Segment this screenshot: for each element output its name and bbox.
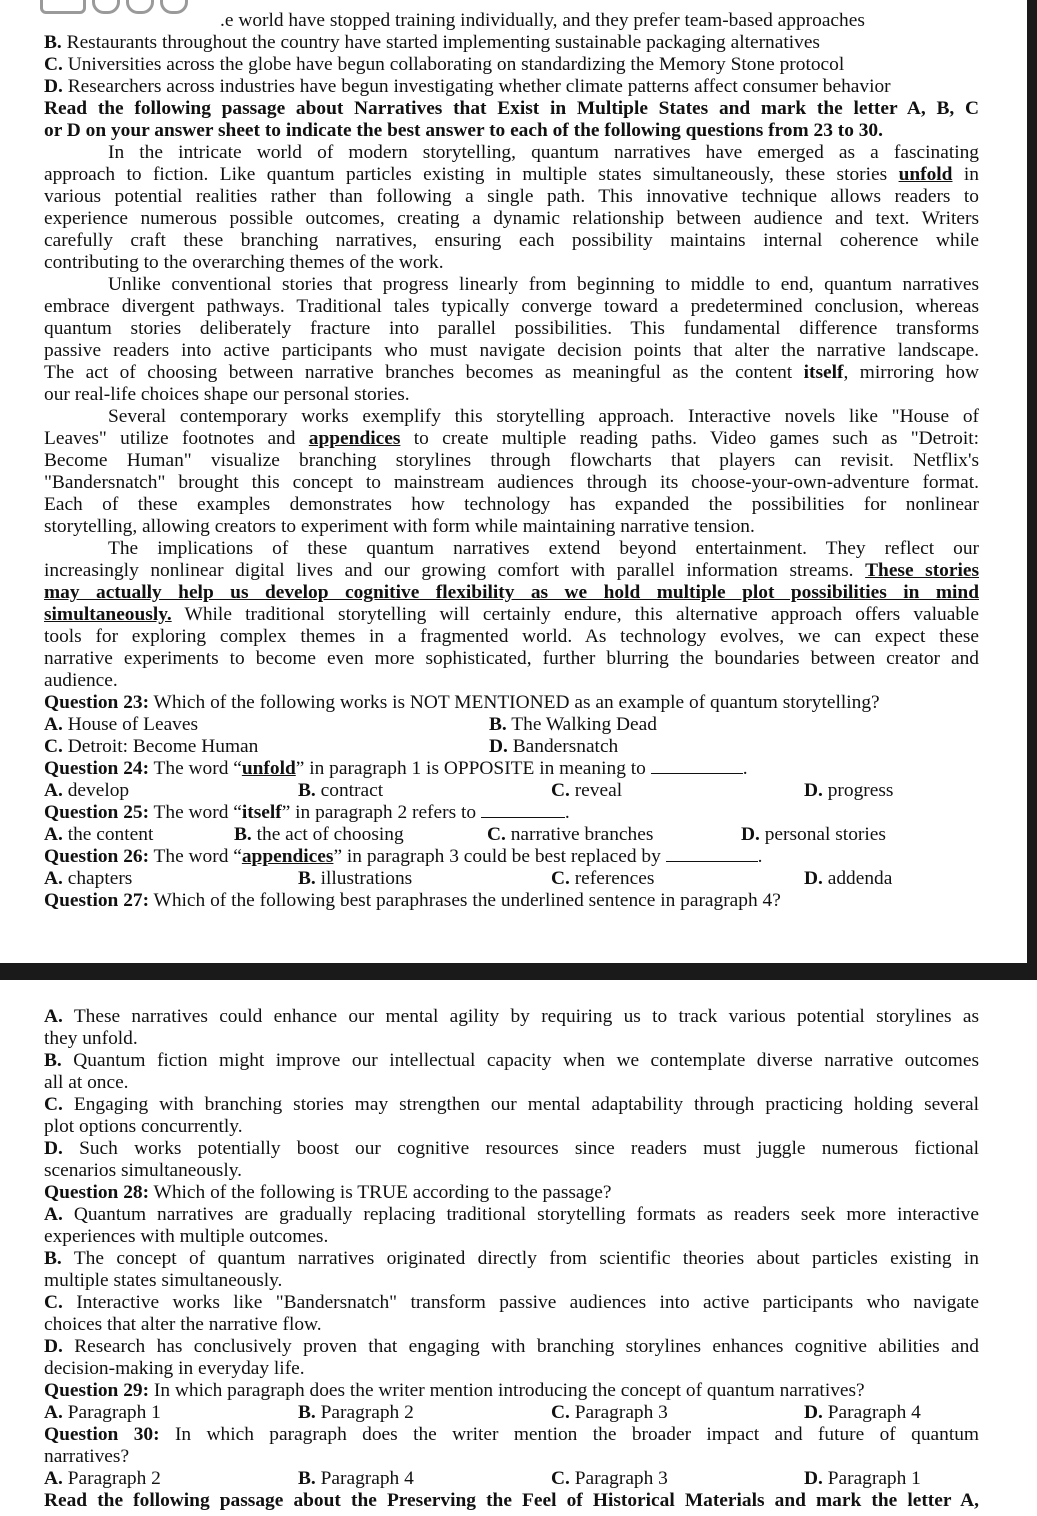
option-c[interactable]: C. Interactive works like "Bandersnatch" transform passive audiences into active participants who navigate xyxy=(44,1292,979,1313)
instruction-line: Read the following passage about the Preserving the Feel of Historical Materials and mark the letter A, xyxy=(44,1490,979,1511)
option-d[interactable]: D. addenda xyxy=(804,868,893,889)
option-a[interactable]: A. House of Leaves xyxy=(44,714,199,735)
prev-option-c: C. Universities across the globe have begun collaborating on standardizing the Memory Stone protocol xyxy=(44,54,845,75)
question-29: Question 29: In which paragraph does the writer mention introducing the concept of quantum narratives? xyxy=(44,1380,865,1401)
question-25: Question 25: The word “itself” in paragraph 2 refers to . xyxy=(44,802,570,823)
option-d[interactable]: D. personal stories xyxy=(741,824,886,845)
keyword-appendices: appendices xyxy=(308,428,401,449)
passage-line: The act of choosing between narrative branches becomes as meaningful as the content itself, mirroring how xyxy=(44,362,979,383)
passage-line: increasingly nonlinear digital lives and our growing comfort with parallel information streams. These stories xyxy=(44,560,980,581)
option-b[interactable]: B. contract xyxy=(298,780,384,801)
option-b[interactable]: B. Paragraph 4 xyxy=(298,1468,414,1489)
option-b[interactable]: B. The concept of quantum narratives originated directly from scientific theories about particles existing in xyxy=(44,1248,980,1269)
passage-line: Leaves" utilize footnotes and appendices to create multiple reading paths. Video games such as "Detroit: xyxy=(44,428,979,449)
option-d[interactable]: D. progress xyxy=(804,780,894,801)
prev-question-tail: .e world have stopped training individually, and they prefer team-based approaches xyxy=(220,10,865,31)
underlined-sentence: may actually help us develop cognitive flexibility as we hold multiple plot possibilities in mind xyxy=(44,582,979,603)
passage-line: various potential realities rather than following a single path. This innovative technique allows readers to xyxy=(44,186,979,207)
option-d[interactable]: D. Bandersnatch xyxy=(489,736,619,757)
question-25-options xyxy=(44,824,979,846)
question-23-options xyxy=(44,736,979,758)
option-a-cont: they unfold. xyxy=(44,1028,138,1049)
question-23-options xyxy=(44,714,979,736)
passage-line: audience. xyxy=(44,670,118,691)
option-a[interactable]: A. the content xyxy=(44,824,154,845)
question-27: Question 27: Which of the following best paraphrases the underlined sentence in paragraph 4? xyxy=(44,890,781,911)
passage-line: Become Human" visualize branching storylines through flowcharts that players can revisit. Netflix's xyxy=(44,450,979,471)
underlined-sentence: These stories xyxy=(865,560,980,581)
option-b[interactable]: B. Quantum fiction might improve our intellectual capacity when we contemplate diverse narrative outcomes xyxy=(44,1050,979,1071)
option-b[interactable]: B. Paragraph 2 xyxy=(298,1402,414,1423)
passage-line: passive readers into active participants who must navigate decision points that alter the narrative landscape. xyxy=(44,340,979,361)
passage-line: contributing to the overarching themes of the work. xyxy=(44,252,444,273)
option-a[interactable]: A. Paragraph 1 xyxy=(44,1402,161,1423)
option-c[interactable]: C. reveal xyxy=(551,780,623,801)
passage-line: Unlike conventional stories that progress linearly from beginning to middle to end, quantum narratives xyxy=(108,274,979,295)
keyword-unfold: unfold xyxy=(898,164,953,185)
page-divider xyxy=(0,963,1037,980)
passage-line: embrace divergent pathways. Traditional tales typically converge toward a predetermined conclusion, whereas xyxy=(44,296,979,317)
question-30: Question 30: In which paragraph does the writer mention the broader impact and future of quantum xyxy=(44,1424,979,1445)
option-d[interactable]: D. Paragraph 4 xyxy=(804,1402,921,1423)
question-24: Question 24: The word “unfold” in paragraph 1 is OPPOSITE in meaning to . xyxy=(44,758,748,779)
question-30-cont: narratives? xyxy=(44,1446,130,1467)
passage-line: approach to fiction. Like quantum particles existing in multiple states simultaneously, these stories unfold in xyxy=(44,164,979,185)
question-24-options xyxy=(44,780,979,802)
option-c[interactable]: C. narrative branches xyxy=(487,824,654,845)
option-c[interactable]: C. references xyxy=(551,868,655,889)
option-d[interactable]: D. Research has conclusively proven that engaging with branching storylines enhances cognitive abilities and xyxy=(44,1336,979,1357)
option-b[interactable]: B. The Walking Dead xyxy=(489,714,657,735)
passage-line: tools for exploring complex themes in a fragmented world. As technology evolves, we can expect these xyxy=(44,626,979,647)
option-d-cont: scenarios simultaneously. xyxy=(44,1160,242,1181)
option-a[interactable]: A. Quantum narratives are gradually replacing traditional storytelling formats as readers seek more interactive xyxy=(44,1204,979,1225)
passage-line: narrative experiments to become even more sophisticated, further blurring the boundaries between creator and xyxy=(44,648,979,669)
question-28: Question 28: Which of the following is TRUE according to the passage? xyxy=(44,1182,612,1203)
question-30-options xyxy=(44,1468,979,1490)
instruction-line: Read the following passage about Narratives that Exist in Multiple States and mark the letter A, B, C xyxy=(44,98,979,119)
option-b[interactable]: B. illustrations xyxy=(298,868,413,889)
question-26: Question 26: The word “appendices” in paragraph 3 could be best replaced by . xyxy=(44,846,763,867)
passage-line: quantum stories deliberately fracture into parallel possibilities. This fundamental difference transforms xyxy=(44,318,979,339)
option-a[interactable]: A. These narratives could enhance our mental agility by requiring us to track various potential storylines as xyxy=(44,1006,979,1027)
prev-option-b: B. Restaurants throughout the country have started implementing sustainable packaging alternatives xyxy=(44,32,820,53)
option-a[interactable]: A. chapters xyxy=(44,868,133,889)
option-c[interactable]: C. Detroit: Become Human xyxy=(44,736,259,757)
passage-line: Several contemporary works exemplify this storytelling approach. Interactive novels like "House of xyxy=(108,406,979,427)
right-edge-bar xyxy=(1027,0,1037,963)
passage-line: storytelling, allowing creators to experiment with form while maintaining narrative tension. xyxy=(44,516,755,537)
option-c[interactable]: C. Paragraph 3 xyxy=(551,1468,668,1489)
passage-line: simultaneously. While traditional storytelling will certainly endure, this alternative approach offers valuable xyxy=(44,604,980,625)
option-b[interactable]: B. the act of choosing xyxy=(234,824,404,845)
passage-line: In the intricate world of modern storytelling, quantum narratives have emerged as a fascinating xyxy=(108,142,979,163)
option-d[interactable]: D. Paragraph 1 xyxy=(804,1468,921,1489)
prev-option-d: D. Researchers across industries have begun investigating whether climate patterns affect consumer behavior xyxy=(44,76,891,97)
option-c-cont: choices that alter the narrative flow. xyxy=(44,1314,322,1335)
option-a[interactable]: A. develop xyxy=(44,780,130,801)
passage-line: carefully craft these branching narratives, ensuring each possibility maintains internal coherence while xyxy=(44,230,979,251)
passage-line: experience numerous possible outcomes, creating a dynamic relationship between audience and text. Writers xyxy=(44,208,979,229)
question-29-options xyxy=(44,1402,979,1424)
option-b-cont: all at once. xyxy=(44,1072,129,1093)
option-a-cont: experiences with multiple outcomes. xyxy=(44,1226,329,1247)
option-d[interactable]: D. Such works potentially boost our cognitive resources since readers must juggle numerous fictional xyxy=(44,1138,979,1159)
keyword-itself: itself xyxy=(803,362,844,383)
question-23: Question 23: Which of the following works is NOT MENTIONED as an example of quantum storytelling? xyxy=(44,692,880,713)
option-a[interactable]: A. Paragraph 2 xyxy=(44,1468,161,1489)
passage-line: our real-life choices shape our personal stories. xyxy=(44,384,410,405)
header-decoration xyxy=(0,0,220,10)
option-c[interactable]: C. Paragraph 3 xyxy=(551,1402,668,1423)
option-c-cont: plot options concurrently. xyxy=(44,1116,243,1137)
passage-line: Each of these examples demonstrates how technology has expanded the possibilities for nonlinear xyxy=(44,494,979,515)
question-26-options xyxy=(44,868,979,890)
option-c[interactable]: C. Engaging with branching stories may strengthen our mental adaptability through practicing holding several xyxy=(44,1094,979,1115)
instruction-line: or D on your answer sheet to indicate the best answer to each of the following questions from 23 to 30. xyxy=(44,120,883,141)
passage-line: The implications of these quantum narratives extend beyond entertainment. They reflect our xyxy=(108,538,979,559)
option-d-cont: decision-making in everyday life. xyxy=(44,1358,305,1379)
option-b-cont: multiple states simultaneously. xyxy=(44,1270,283,1291)
passage-line: "Bandersnatch" brought this concept to mainstream audiences through its choose-your-own-adventure format. xyxy=(44,472,979,493)
